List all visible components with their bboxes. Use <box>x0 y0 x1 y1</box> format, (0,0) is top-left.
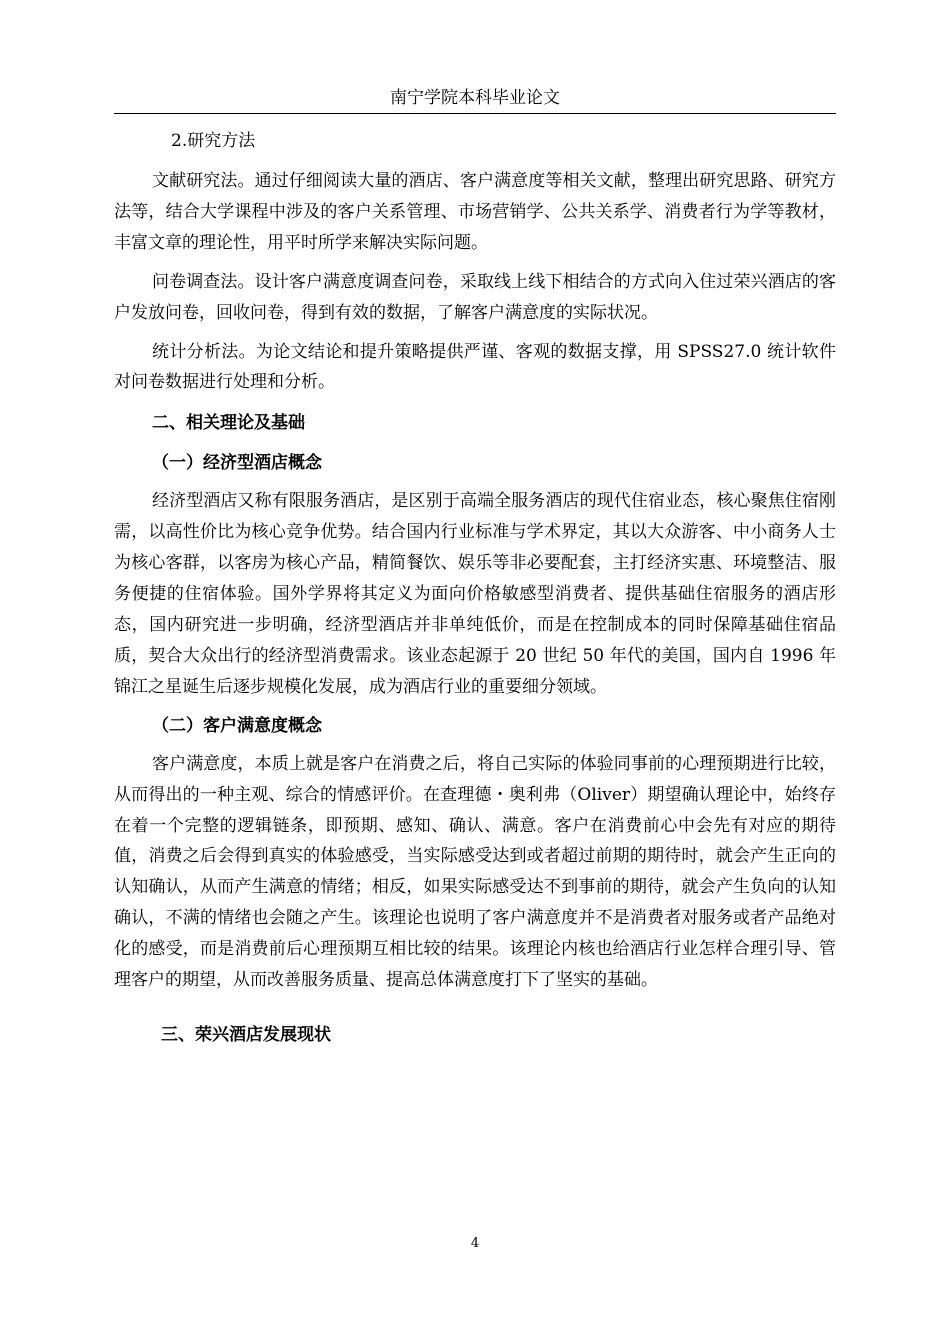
subsection-heading-satisfaction: （二）客户满意度概念 <box>152 715 322 736</box>
section-heading-hotel-status: 三、荣兴酒店发展现状 <box>161 1024 331 1045</box>
paragraph-survey-method: 问卷调查法。设计客户满意度调查问卷，采取线上线下相结合的方式向入住过荣兴酒店的客户发放问卷，回收问卷，得到有效的数据，了解客户满意度的实际状况。 <box>114 271 836 323</box>
paragraph-literature-method: 文献研究法。通过仔细阅读大量的酒店、客户满意度等相关文献，整理出研究思路、研究方法等，结合大学课程中涉及的客户关系管理、市场营销学、公共关系学、消费者行为学等教材，丰富文章的理论性，用平时所学来解决实际问题。 <box>114 171 836 253</box>
page-body <box>114 126 836 1050</box>
subsection-heading-budget-hotel: （一）经济型酒店概念 <box>152 453 322 474</box>
section-heading-theory: 二、相关理论及基础 <box>152 413 305 434</box>
method-title: 2.研究方法 <box>171 131 256 151</box>
page-number: 4 <box>470 1236 480 1251</box>
paragraph-budget-hotel: 经济型酒店又称有限服务酒店，是区别于高端全服务酒店的现代住宿业态，核心聚焦住宿刚需，以高性价比为核心竞争优势。结合国内行业标准与学术界定，其以大众游客、中小商务人士为核心客群，以客房为核心产品，精简餐饮、娱乐等非必要配套，主打经济实惠、环境整洁、服务便捷的住宿体验。国外学界将其定义为面向价格敏感型消费者、提供基础住宿服务的酒店形态，国内研究进一步明确，经济型酒店并非单纯低价，而是在控制成本的同时保障基础住宿品质，契合大众出行的经济型消费需求。该业态起源于 20 世纪 50 年代的美国，国内自 1996 年锦江之星诞生后逐步规模化发展，成为酒店行业的重要细分领域。 <box>114 491 836 697</box>
header-rule <box>114 113 836 114</box>
paragraph-satisfaction: 客户满意度，本质上就是客户在消费之后，将自己实际的体验同事前的心理预期进行比较，从而得出的一种主观、综合的情感评价。在查理德・奥利弗（Oliver）期望确认理论中，始终存在着一个完整的逻辑链条，即预期、感知、确认、满意。客户在消费前心中会先有对应的期待值，消费之后会得到真实的体验感受，当实际感受达到或者超过前期的期待时，就会产生正向的认知确认，从而产生满意的情绪；相反，如果实际感受达不到事前的期待，就会产生负向的认知确认，不满的情绪也会随之产生。该理论也说明了客户满意度并不是消费者对服务或者产品绝对化的感受，而是消费前后心理预期互相比较的结果。该理论内核也给酒店行业怎样合理引导、管理客户的期望，从而改善服务质量、提高总体满意度打下了坚实的基础。 <box>114 753 836 991</box>
paragraph-statistics-method: 统计分析法。为论文结论和提升策略提供严谨、客观的数据支撑，用 SPSS27.0 统计软件对问卷数据进行处理和分析。 <box>114 341 836 393</box>
page-header: 南宁学院本科毕业论文 <box>390 88 560 108</box>
